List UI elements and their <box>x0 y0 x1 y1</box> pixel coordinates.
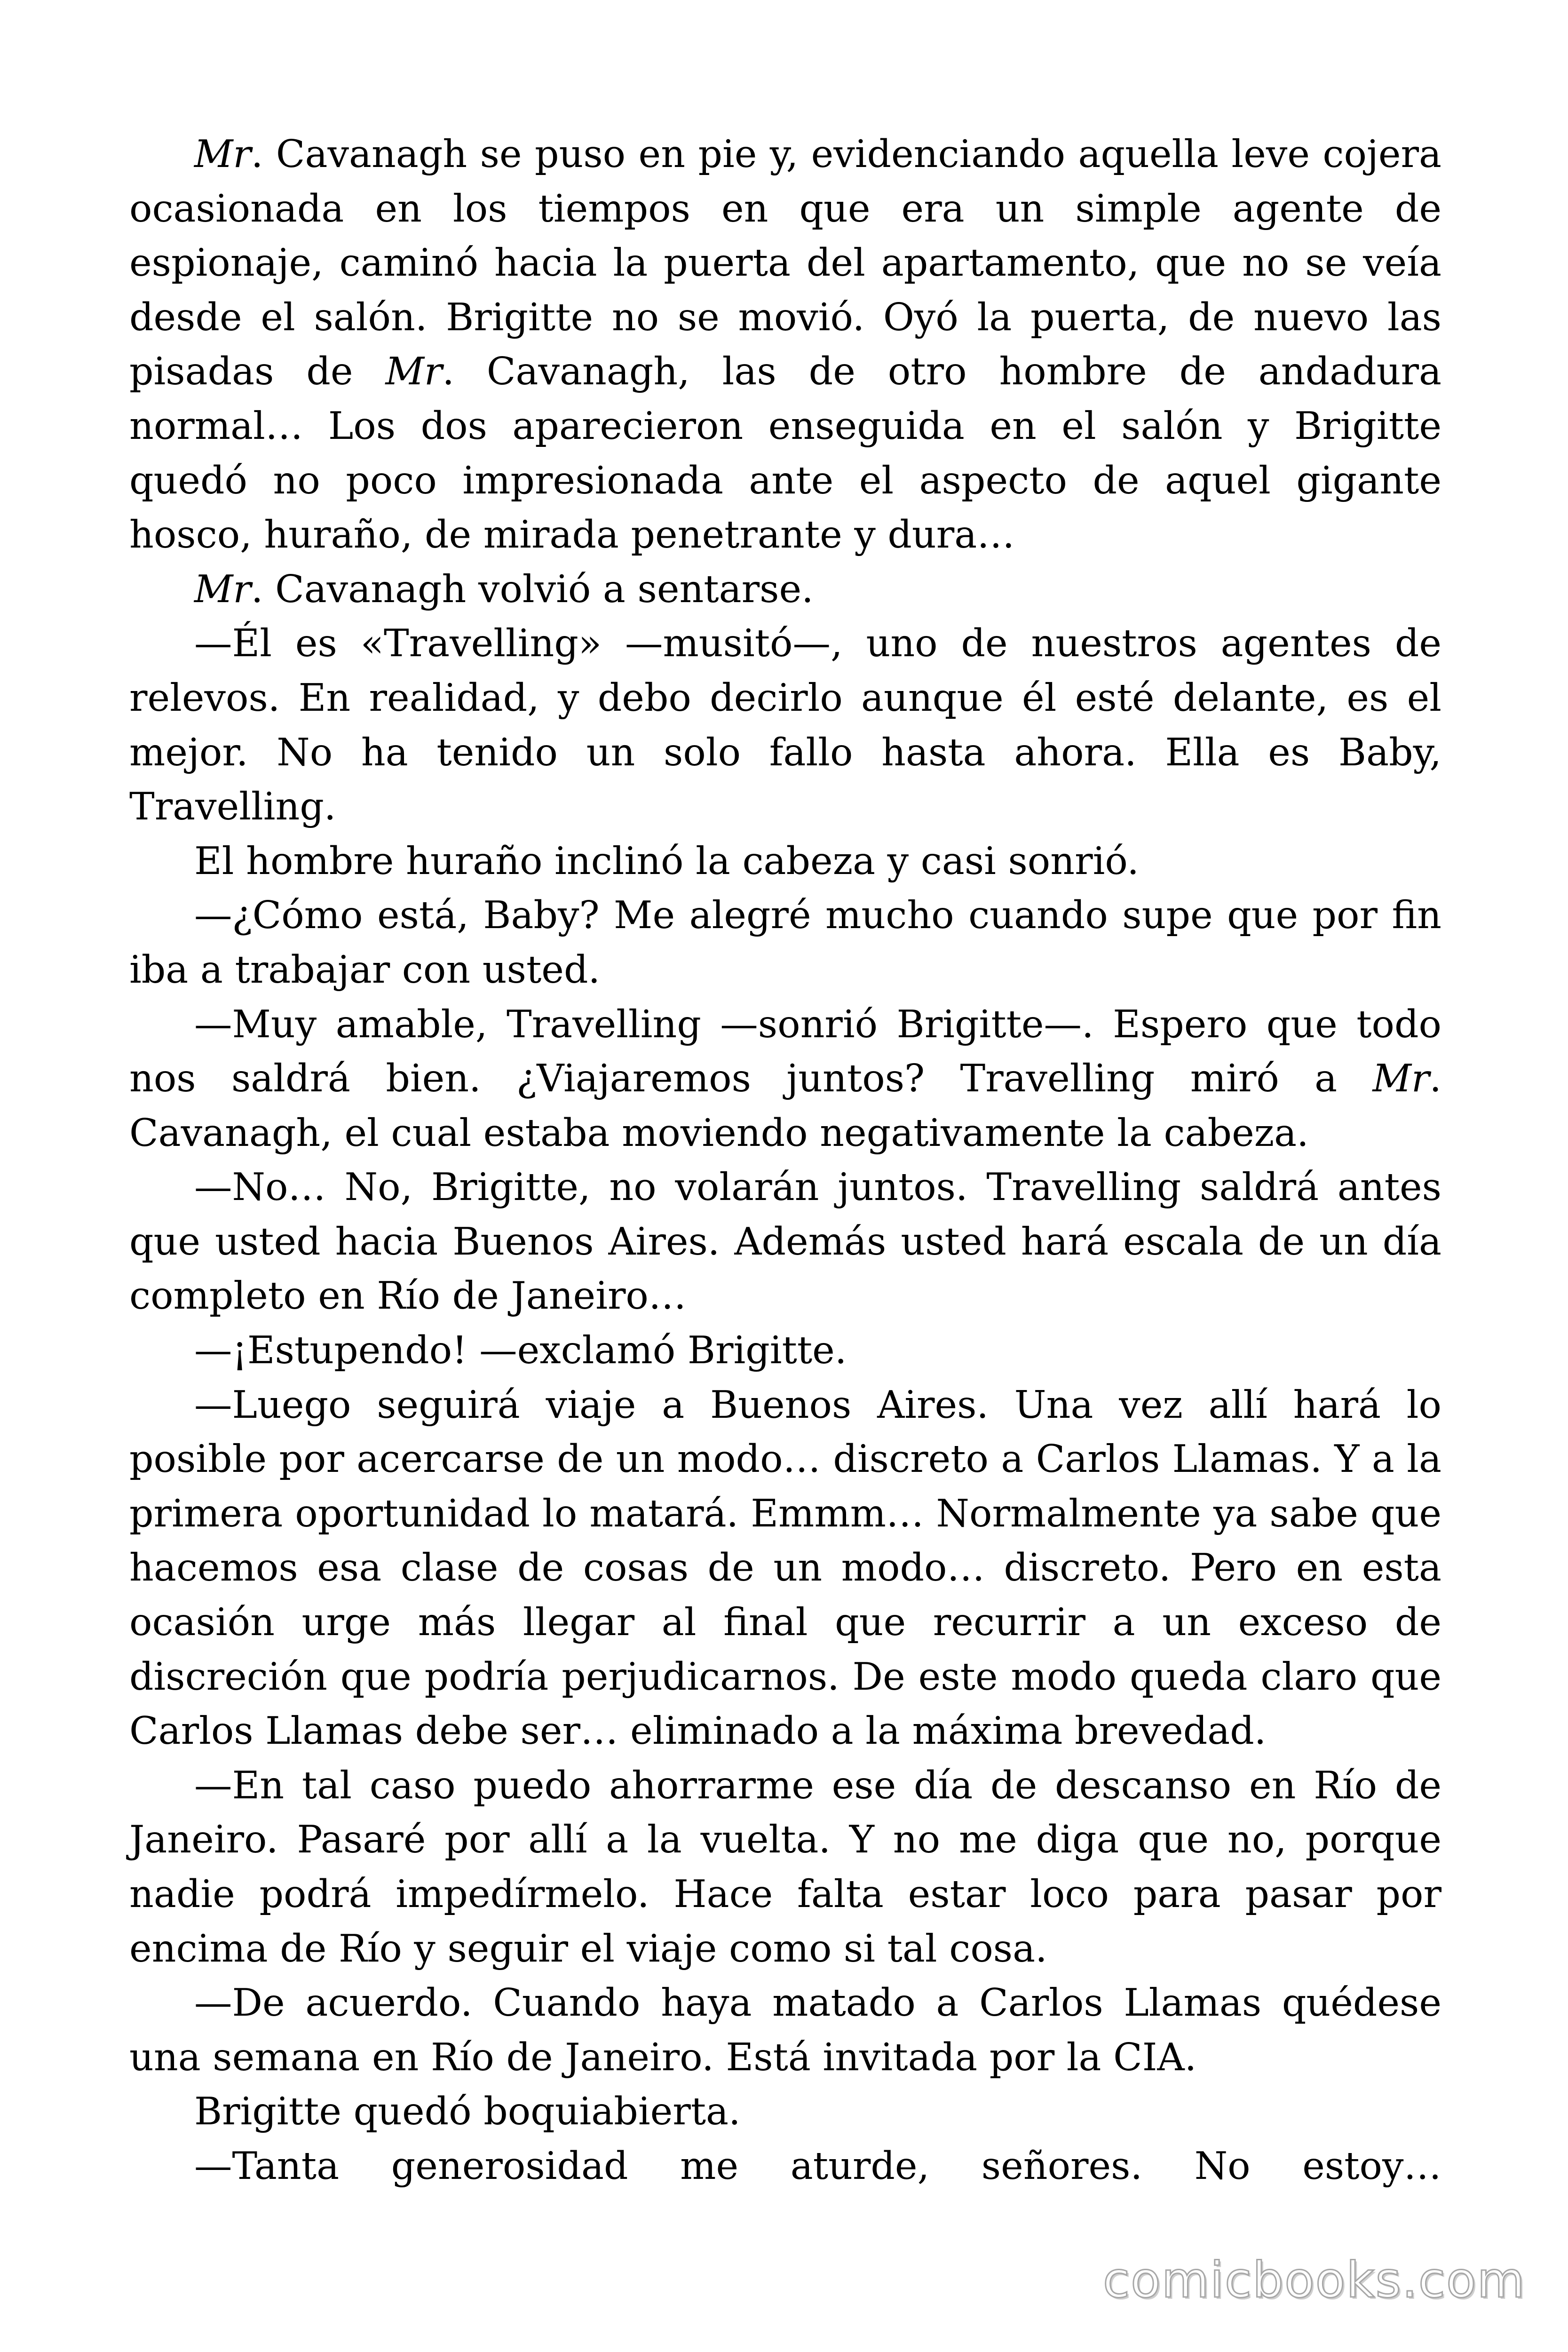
book-page-text <box>129 127 1441 2193</box>
paragraph <box>129 1378 1441 1758</box>
text-run: Brigitte quedó boquiabierta. <box>194 2089 741 2134</box>
italic-run: Mr <box>194 132 251 176</box>
text-run: —En tal caso puedo ahorrarme ese día de descanso en Río de Janeiro. Pasaré por allí a la vuelta. Y no me diga que no, porque nadie podrá impedírmelo. Hace falta estar loco para pasar por encima de Río y seguir el viaje como si tal cosa. <box>129 1763 1441 1971</box>
italic-run: Mr <box>1372 1056 1430 1101</box>
text-run: . Cavanagh se puso en pie y, evidenciando aquella leve cojera ocasionada en los tiempos en que era un simple agente de espionaje, caminó hacia la puerta del apartamento, que no se veía desde el salón. Brigitte no se movió. Oyó la puerta, de nuevo las pisadas de <box>129 132 1441 394</box>
text-run: El hombre huraño inclinó la cabeza y casi sonrió. <box>194 838 1139 883</box>
paragraph <box>129 2139 1441 2193</box>
paragraph <box>129 2084 1441 2139</box>
paragraph <box>129 1160 1441 1323</box>
paragraph <box>129 1323 1441 1378</box>
italic-run: Mr <box>385 349 443 394</box>
text-run: —Muy amable, Travelling —sonrió Brigitte—. Espero que todo nos saldrá bien. ¿Viajaremos juntos? Travelling miró a <box>129 1001 1441 1101</box>
text-run: . Cavanagh volvió a sentarse. <box>251 566 814 611</box>
text-run: —Él es «Travelling» —musitó—, uno de nuestros agentes de relevos. En realidad, y debo decirlo aunque él esté delante, es el mejor. No ha tenido un solo fallo hasta ahora. Ella es Baby, Travelling. <box>129 621 1441 829</box>
watermark-logo: comicbooks.com <box>1102 2251 1526 2309</box>
text-run: —¿Cómo está, Baby? Me alegré mucho cuando supe que por fin iba a trabajar con usted. <box>129 893 1441 992</box>
paragraph <box>129 127 1441 562</box>
paragraph <box>129 834 1441 889</box>
text-run: . Cavanagh, las de otro hombre de andadura normal… Los dos aparecieron enseguida en el salón y Brigitte quedó no poco impresionada ante el aspecto de aquel gigante hosco, huraño, de mirada penetrante y dura… <box>129 349 1442 557</box>
text-run: . Cavanagh, el cual estaba moviendo negativamente la cabeza. <box>129 1056 1441 1155</box>
paragraph <box>129 562 1441 617</box>
text-run: —No… No, Brigitte, no volarán juntos. Travelling saldrá antes que usted hacia Buenos Aires. Además usted hará escala de un día completo en Río de Janeiro… <box>129 1165 1441 1318</box>
paragraph <box>129 616 1441 834</box>
paragraph <box>129 888 1441 997</box>
italic-run: Mr <box>194 566 251 611</box>
text-run: —Luego seguirá viaje a Buenos Aires. Una vez allí hará lo posible por acercarse de un modo… discreto a Carlos Llamas. Y a la primera oportunidad lo matará. Emmm… Normalmente ya sabe que hacemos esa clase de cosas de un modo… discreto. Pero en esta ocasión urge más llegar al final que recurrir a un exceso de discreción que podría perjudicarnos. De este modo queda claro que Carlos Llamas debe ser… eliminado a la máxima brevedad. <box>129 1382 1441 1753</box>
text-run: —¡Estupendo! —exclamó Brigitte. <box>194 1328 847 1373</box>
text-run: —De acuerdo. Cuando haya matado a Carlos Llamas quédese una semana en Río de Janeiro. Está invitada por la CIA. <box>129 1980 1441 2079</box>
paragraph <box>129 997 1441 1160</box>
text-run: —Tanta generosidad me aturde, señores. No estoy… <box>194 2143 1441 2188</box>
paragraph <box>129 1976 1441 2084</box>
paragraph <box>129 1758 1441 1976</box>
